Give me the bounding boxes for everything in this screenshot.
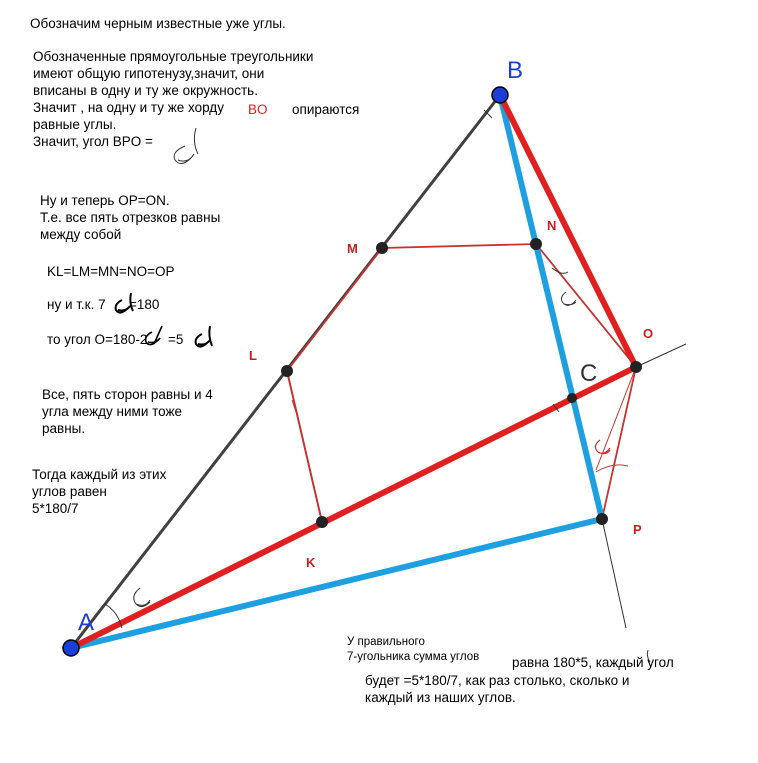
point-m <box>376 242 388 254</box>
alpha-mark-5a <box>196 326 212 347</box>
note-intro: Обозначим черным известные уже углы. <box>30 16 286 31</box>
label-c: C <box>580 360 598 387</box>
note-bottom-c-line2: каждый из наших углов. <box>365 690 516 705</box>
note-block1-line2: имеют общую гипотенузу,значит, они <box>33 66 265 81</box>
note-block4-a: то угол O=180-2 <box>47 332 148 347</box>
note-block5-line1: Все, пять сторон равны и 4 <box>42 387 213 402</box>
label-l: L <box>249 348 257 363</box>
note-block1-line4: Значит , на одну и ту же хорду <box>33 100 224 115</box>
label-b: B <box>507 57 524 84</box>
side-ap <box>71 519 602 648</box>
label-m: M <box>347 241 358 256</box>
note-block3-a: ну и т.к. 7 <box>47 297 106 312</box>
note-chord: BO <box>248 102 268 117</box>
point-p <box>596 513 608 525</box>
note-block5-line3: равны. <box>42 421 86 436</box>
note-bottom-a-line1: У правильного <box>347 636 425 648</box>
alpha-mark-n <box>561 292 576 305</box>
label-n: N <box>547 218 557 233</box>
segment-kp-thin <box>287 371 322 522</box>
point-c <box>567 393 577 403</box>
angle-arc-n <box>552 268 568 273</box>
label-p: P <box>633 522 642 537</box>
note-block1-line5: равные углы. <box>33 117 117 132</box>
label-a: A <box>78 609 95 636</box>
point-k <box>316 516 328 528</box>
note-block6-line1: Тогда каждый из этих <box>32 467 167 482</box>
note-equal-segments: KL=LM=MN=NO=OP <box>47 264 175 279</box>
note-bottom-a-line2: 7-угольника сумма углов <box>347 651 480 663</box>
alpha-mark-a <box>134 588 150 607</box>
alpha-mark-bpo <box>174 128 198 164</box>
note-block2-line1: Ну и теперь OP=ON. <box>40 193 170 208</box>
point-l <box>281 365 293 377</box>
label-k: K <box>306 555 316 570</box>
note-block1-line6: Значит, угол BPO = <box>33 134 153 149</box>
note-block6-line3: 5*180/7 <box>32 501 79 516</box>
point-b <box>492 87 508 103</box>
note-block1-line3: вписаны в одну и ту же окружность. <box>33 83 258 98</box>
point-o <box>630 361 642 373</box>
point-a <box>63 640 79 656</box>
extension-line-p <box>602 519 626 628</box>
note-block3-b: =180 <box>129 297 160 312</box>
extension-line-o <box>636 344 686 367</box>
note-block5-line2: угла между ними тоже <box>42 404 183 419</box>
label-o: O <box>643 326 654 341</box>
note-bottom-b: равна 180*5, каждый угол <box>512 655 674 670</box>
note-bottom-c-line1: будет =5*180/7, как раз столько, сколько и <box>365 673 630 688</box>
note-block1-tail: опираются <box>292 102 360 117</box>
note-block1-line1: Обозначенные прямоугольные треугольники <box>33 49 314 64</box>
note-block6-line2: углов равен <box>32 484 107 499</box>
note-block2-line2: Т.е. все пять отрезков равны <box>40 210 221 225</box>
note-block2-line3: между собой <box>40 227 122 242</box>
alpha-mark-2a <box>146 326 162 345</box>
point-n <box>530 238 542 250</box>
side-bo <box>500 95 636 367</box>
note-block4-b: =5 <box>168 332 184 347</box>
